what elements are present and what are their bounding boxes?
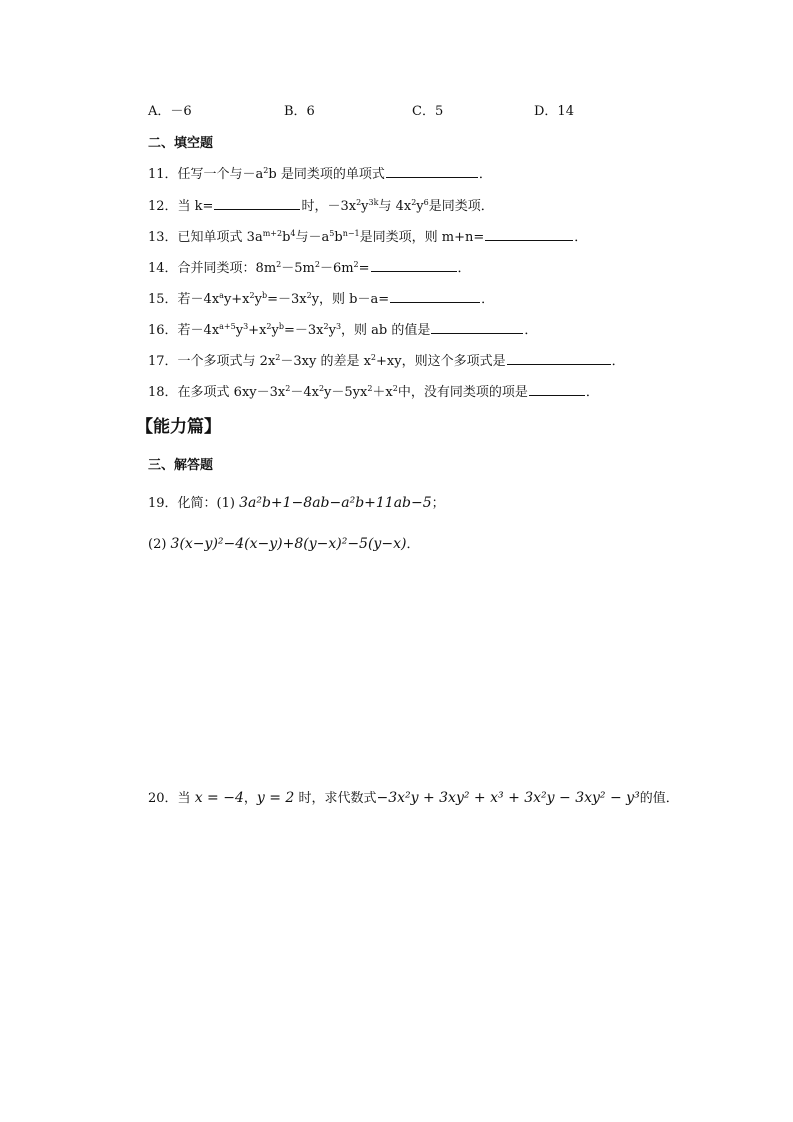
answer-blank[interactable] [386, 165, 478, 178]
question-14: 14．合并同类项：$8m^2-5m^2-6m^2=$ ． [148, 260, 471, 276]
answer-blank[interactable] [214, 197, 300, 210]
expression-19-1: 3a²b+1−8ab−a²b+11ab−5 [239, 495, 432, 511]
answer-blank[interactable] [390, 290, 480, 303]
question-19-part-1: 19．化简：(1) 3a²b+1−8ab−a²b+11ab−5； [148, 495, 445, 511]
expression-19-2: 3(x−y)²−4(x−y)+8(y−x)²−5(y−x) [170, 536, 407, 552]
answer-blank[interactable] [485, 228, 573, 241]
condition-x: x = −4 [194, 790, 244, 806]
option-c[interactable]: C．5 [412, 104, 444, 119]
question-17: 17．一个多项式与 $2x^2-3xy$ 的差是 $x^2+xy$，则这个多项式是 ． [148, 353, 625, 369]
question-12: 12．当 k= 时，$-3x^2y^{3k}$与 $4x^2y^6$是同类项． [148, 198, 494, 214]
answer-options [148, 103, 574, 121]
question-16: 16．若$-4x^{a+5}y^3+x^2y^b=-3x^2y^3$，则 ab 的值是 ． [148, 322, 538, 338]
section-title-fill-blank: 二、填空题 [148, 136, 214, 151]
answer-blank[interactable] [431, 321, 523, 334]
question-15: 15．若$-4x^ay+x^2y^b=-3x^2y$，则 b－a= ． [148, 291, 495, 307]
ability-section-title: 【能力篇】 [136, 417, 221, 437]
condition-y: y = 2 [256, 790, 295, 806]
question-11: 11．任写一个与$-a^2b$ 是同类项的单项式 ． [148, 166, 492, 182]
question-20: 20．当 x = −4，y = 2 时，求代数式−3x²y + 3xy² + x³ + 3x²y − 3xy² − y³的值． [148, 790, 679, 806]
answer-blank[interactable] [507, 352, 611, 365]
option-d[interactable]: D．14 [534, 104, 574, 119]
answer-blank[interactable] [529, 383, 585, 396]
question-18: 18．在多项式 $6xy-3x^2-4x^2y-5yx^2+x^2$中，没有同类项的项是 ． [148, 384, 599, 400]
question-13: 13．已知单项式 $3a^{m+2}b^4$与$-a^5b^{n-1}$是同类项，则 m+n= ． [148, 229, 588, 245]
answer-blank[interactable] [371, 259, 457, 272]
option-b[interactable]: B．6 [284, 104, 315, 119]
expression-20: −3x²y + 3xy² + x³ + 3x²y − 3xy² − y³ [376, 790, 640, 806]
option-a[interactable]: A．－6 [148, 104, 192, 119]
section-title-solve: 三、解答题 [148, 458, 214, 473]
question-19-part-2: (2) 3(x−y)²−4(x−y)+8(y−x)²−5(y−x)． [148, 536, 420, 552]
